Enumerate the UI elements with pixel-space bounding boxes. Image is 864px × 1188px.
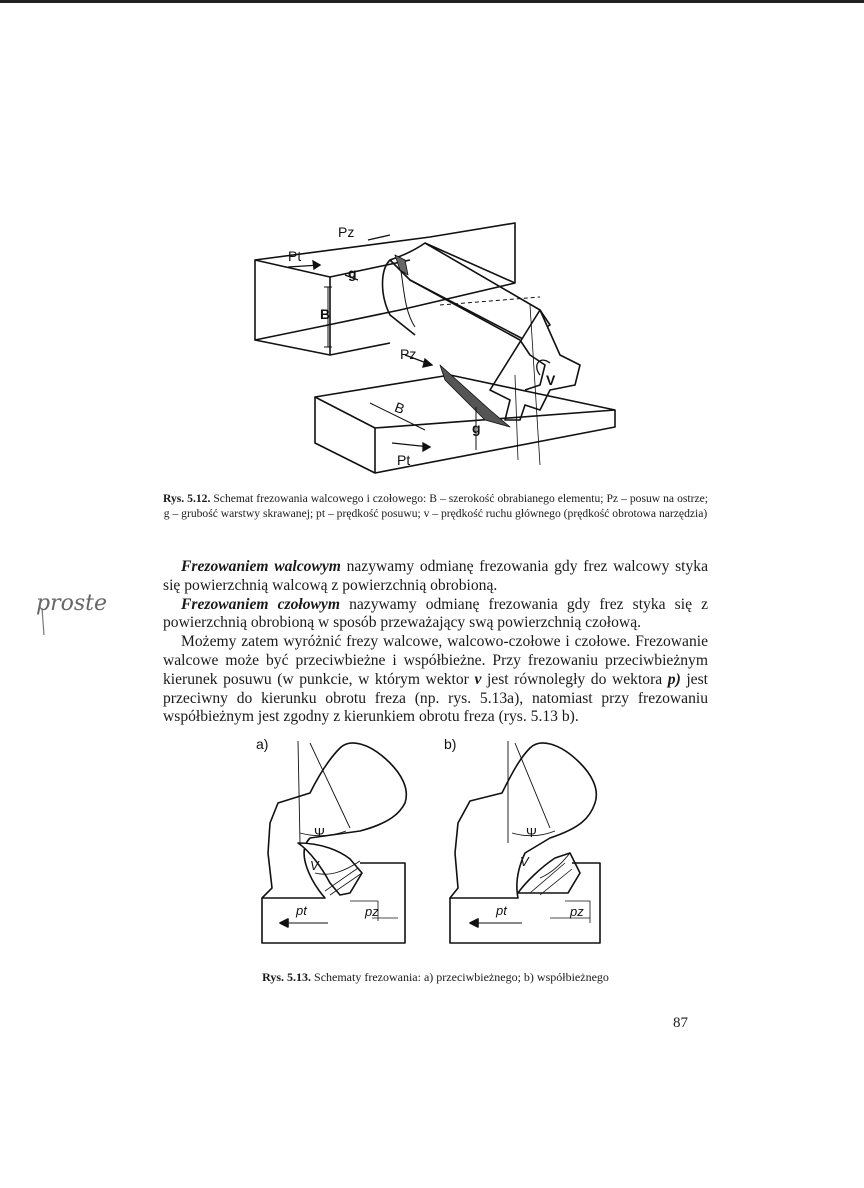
term-walcowe: Frezowaniem walcowym bbox=[181, 558, 341, 575]
v-label: V bbox=[546, 372, 556, 388]
milling-types-drawing bbox=[250, 733, 620, 955]
g-top-label: g bbox=[348, 265, 357, 281]
pt-bottom-label: Pt bbox=[397, 452, 411, 468]
paragraph-rodzaje-part1: Możemy zatem wyróżnić frezy walcowe, walcowo-czołowe i czołowe. Frezowanie walcowe może być przeciwbieżne i współbieżne. Przy frezowaniu przeciwbieżnym kierunek posuwu (w punkcie, w którym wektor bbox=[163, 633, 708, 688]
psi-a: Ψ bbox=[314, 825, 325, 840]
pt-a: pt bbox=[296, 903, 307, 918]
paragraph-czolowe bbox=[163, 596, 708, 634]
paragraph-walcowe-text: nazywamy odmianę frezowania gdy frez walcowy styka się powierzchnią walcową z powierzchnią obrobioną. bbox=[163, 558, 709, 594]
pt-b: pt bbox=[496, 903, 507, 918]
body-text bbox=[163, 558, 708, 727]
pz-top-label: Pz bbox=[338, 224, 355, 240]
caption-number: Rys. 5.12. bbox=[163, 492, 211, 505]
figure-5-12-caption bbox=[163, 491, 708, 521]
v-a: V bbox=[310, 858, 319, 873]
vector-v: v bbox=[474, 670, 482, 688]
milling-schematic-drawing bbox=[240, 215, 630, 480]
term-czolowe: Frezowaniem czołowym bbox=[181, 595, 340, 613]
paragraph-walcowe bbox=[163, 558, 708, 596]
label-b: b) bbox=[444, 736, 457, 752]
caption-text: Schemat frezowania walcowego i czołowego: B – szerokość obrabianego elementu; Pz – posuw na ostrze; g – grubość warstwy skrawanej; pt – prędkość posuwu; v – prędkość ruchu głównego (prędkość obrotowa narzędzia) bbox=[163, 492, 708, 520]
pz-b: pz bbox=[570, 904, 584, 919]
label-a: a) bbox=[256, 736, 269, 752]
vector-p: p) bbox=[667, 670, 681, 688]
pz-mid-label: Pz bbox=[400, 346, 417, 362]
b-top-label: B bbox=[320, 306, 331, 322]
b-bottom-label: B bbox=[392, 398, 407, 418]
paragraph-czolowe-text: nazywamy odmianę frezowania gdy frez styka się z powierzchnią obrobioną w sposób przeważający swą powierzchnią czołową. bbox=[163, 595, 709, 632]
caption13-number: Rys. 5.13. bbox=[262, 970, 312, 984]
paragraph-rodzaje-part2: jest równoległy do wektora bbox=[481, 670, 668, 688]
psi-b: Ψ bbox=[526, 825, 537, 840]
figure-5-13 bbox=[250, 733, 620, 955]
figure-5-13-caption bbox=[163, 970, 708, 985]
page-number: 87 bbox=[673, 1015, 688, 1031]
pz-a: pz bbox=[365, 904, 379, 919]
caption13-text: Schematy frezowania: a) przeciwbieżnego; b) współbieżnego bbox=[311, 970, 609, 984]
handwritten-margin-note bbox=[36, 580, 156, 650]
figure-5-12 bbox=[240, 215, 630, 480]
g-bottom-label: g bbox=[472, 420, 481, 436]
pt-top-label: Pt bbox=[288, 248, 302, 264]
paragraph-rodzaje-part3: jest przeciwny do kierunku obrotu freza (np. rys. 5.13a), natomiast przy frezowaniu współbieżnym jest zgodny z kierunkiem obrotu freza (rys. 5.13 b). bbox=[163, 670, 708, 726]
v-b: V bbox=[520, 854, 529, 869]
scan-top-edge bbox=[0, 0, 864, 3]
margin-note-text: proste bbox=[36, 591, 107, 616]
handwritten-note-drawing bbox=[36, 580, 156, 650]
diagram-a bbox=[262, 741, 406, 943]
paragraph-rodzaje bbox=[163, 633, 708, 727]
